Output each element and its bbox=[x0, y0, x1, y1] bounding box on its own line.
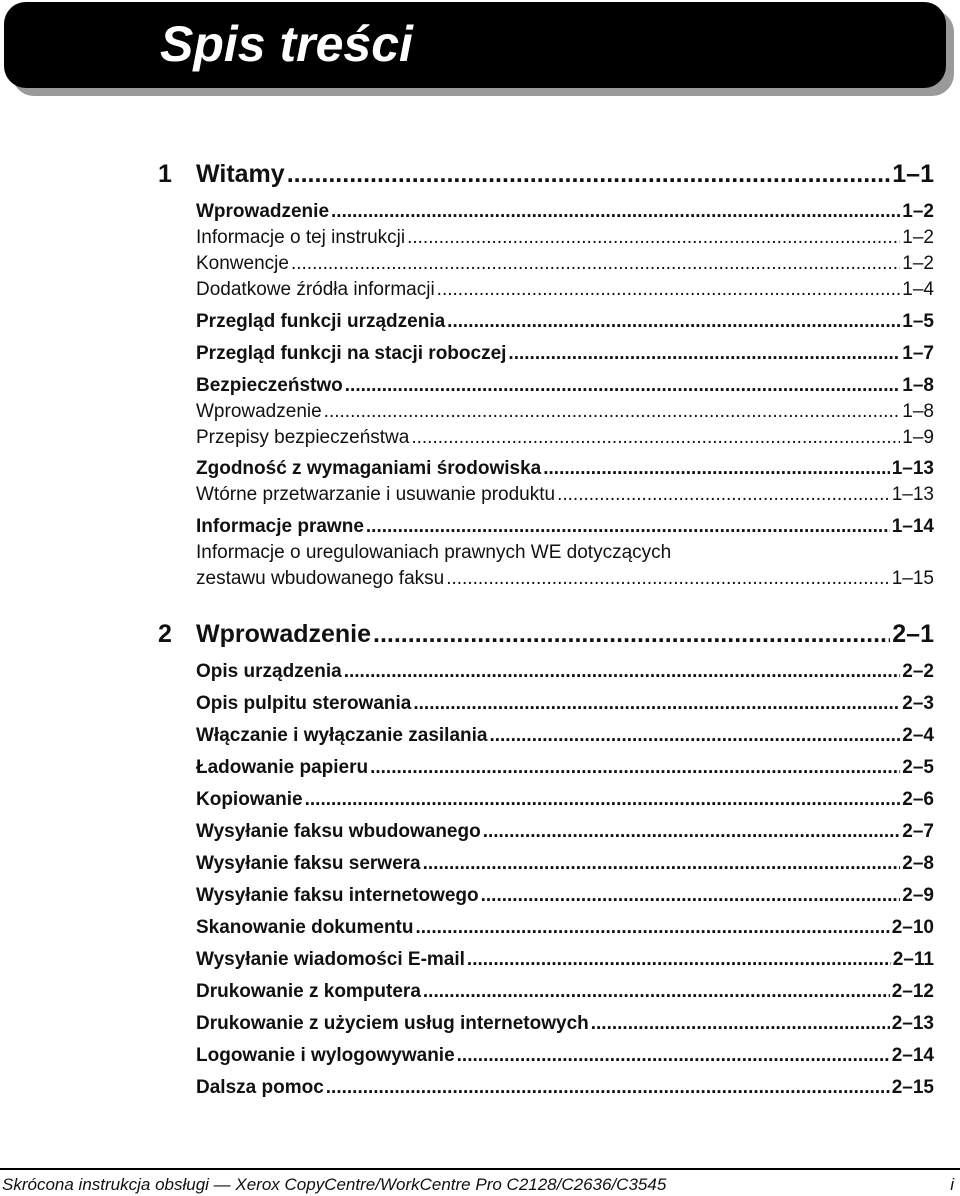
entry-title: Wprowadzenie bbox=[196, 201, 330, 222]
dot-leader bbox=[370, 757, 900, 779]
toc-entry[interactable] bbox=[196, 949, 934, 971]
toc-entry[interactable] bbox=[196, 789, 934, 811]
dot-leader bbox=[324, 401, 901, 423]
dot-leader bbox=[446, 568, 890, 590]
toc-entry[interactable] bbox=[196, 661, 934, 683]
entry-page: 2–8 bbox=[902, 853, 934, 874]
toc-entry[interactable] bbox=[196, 568, 934, 590]
dot-leader bbox=[413, 693, 900, 715]
toc-entry[interactable] bbox=[196, 693, 934, 715]
toc-entry[interactable] bbox=[196, 253, 934, 275]
dot-leader bbox=[508, 343, 900, 365]
chapter-number: 2 bbox=[158, 620, 172, 648]
dot-leader bbox=[489, 725, 900, 747]
chapter-title: Wprowadzenie bbox=[196, 620, 372, 648]
entry-page: 1–8 bbox=[902, 375, 934, 396]
dot-leader bbox=[415, 917, 889, 939]
toc-entry[interactable] bbox=[196, 279, 934, 301]
toc-entry[interactable] bbox=[196, 401, 934, 423]
entry-page: 1–2 bbox=[902, 253, 934, 274]
entry-page: 2–9 bbox=[902, 885, 934, 906]
dot-leader bbox=[483, 821, 901, 843]
chapter-page: 2–1 bbox=[892, 620, 934, 648]
entry-title: Wysyłanie faksu wbudowanego bbox=[196, 821, 481, 842]
dot-leader bbox=[423, 853, 901, 875]
entry-title: Opis urządzenia bbox=[196, 661, 342, 682]
toc-entry[interactable] bbox=[196, 375, 934, 397]
entry-page: 2–12 bbox=[891, 981, 934, 1002]
footer-page-number: i bbox=[950, 1175, 954, 1194]
dot-leader bbox=[411, 427, 900, 449]
entry-title: Informacje prawne bbox=[196, 516, 364, 537]
entry-title: Dodatkowe źródła informacji bbox=[196, 279, 435, 300]
entry-page: 1–2 bbox=[902, 201, 934, 222]
toc-entry[interactable] bbox=[196, 458, 934, 480]
entry-title: Zgodność z wymaganiami środowiska bbox=[196, 458, 542, 479]
dot-leader bbox=[287, 160, 891, 189]
entry-title: Drukowanie z komputera bbox=[196, 981, 421, 1002]
dot-leader bbox=[331, 201, 900, 223]
toc-chapter-1[interactable] bbox=[158, 160, 934, 189]
toc-entry[interactable] bbox=[196, 427, 934, 449]
entry-page: 2–15 bbox=[891, 1077, 934, 1098]
dot-leader bbox=[305, 789, 901, 811]
toc-entry[interactable] bbox=[196, 917, 934, 939]
entry-page: 1–13 bbox=[891, 458, 934, 479]
chapter-page: 1–1 bbox=[892, 160, 934, 188]
entry-page: 1–14 bbox=[891, 516, 934, 537]
entry-page: 2–13 bbox=[891, 1013, 934, 1034]
toc-entry[interactable] bbox=[196, 981, 934, 1003]
entry-page: 1–9 bbox=[902, 427, 934, 448]
entry-page: 1–4 bbox=[902, 279, 934, 300]
entry-title: Przegląd funkcji urządzenia bbox=[196, 311, 446, 332]
dot-leader bbox=[345, 375, 901, 397]
entry-title: Wysyłanie faksu serwera bbox=[196, 853, 421, 874]
toc-entry[interactable] bbox=[196, 1013, 934, 1035]
footer-divider bbox=[0, 1168, 960, 1170]
entry-title: zestawu wbudowanego faksu bbox=[196, 568, 445, 589]
toc-entry[interactable] bbox=[196, 821, 934, 843]
entry-title: Ładowanie papieru bbox=[196, 757, 369, 778]
dot-leader bbox=[437, 279, 901, 301]
toc-entry-line1[interactable]: Informacje o uregulowaniach prawnych WE dotyczących bbox=[196, 542, 672, 563]
entry-title: Wysyłanie wiadomości E-mail bbox=[196, 949, 465, 970]
entry-page: 2–6 bbox=[902, 789, 934, 810]
entry-title: Włączanie i wyłączanie zasilania bbox=[196, 725, 488, 746]
dot-leader bbox=[481, 885, 901, 907]
entry-page: 2–10 bbox=[891, 917, 934, 938]
toc-entry[interactable] bbox=[196, 1077, 934, 1099]
toc-entry[interactable] bbox=[196, 311, 934, 333]
entry-page: 1–2 bbox=[902, 227, 934, 248]
footer-text: Skrócona instrukcja obsługi — Xerox CopyCentre/WorkCentre Pro C2128/C2636/C3545 bbox=[2, 1175, 667, 1194]
toc-entry[interactable] bbox=[196, 343, 934, 365]
entry-page: 1–15 bbox=[891, 568, 934, 589]
entry-page: 2–11 bbox=[892, 949, 934, 970]
entry-title: Wprowadzenie bbox=[196, 401, 322, 422]
entry-title: Skanowanie dokumentu bbox=[196, 917, 414, 938]
toc-entry[interactable] bbox=[196, 1045, 934, 1067]
dot-leader bbox=[326, 1077, 890, 1099]
dot-leader bbox=[366, 516, 890, 538]
entry-page: 2–5 bbox=[902, 757, 934, 778]
toc-entry[interactable] bbox=[196, 516, 934, 538]
entry-title: Drukowanie z użyciem usług internetowych bbox=[196, 1013, 589, 1034]
entry-page: 1–7 bbox=[902, 343, 934, 364]
entry-title: Logowanie i wylogowywanie bbox=[196, 1045, 455, 1066]
toc-entry[interactable] bbox=[196, 484, 934, 506]
dot-leader bbox=[344, 661, 901, 683]
entry-page: 2–14 bbox=[891, 1045, 934, 1066]
entry-page: 1–5 bbox=[902, 311, 934, 332]
toc-entry[interactable] bbox=[196, 853, 934, 875]
entry-title: Bezpieczeństwo bbox=[196, 375, 343, 396]
entry-title: Opis pulpitu sterowania bbox=[196, 693, 412, 714]
dot-leader bbox=[423, 981, 890, 1003]
entry-page: 2–3 bbox=[902, 693, 934, 714]
entry-title: Informacje o tej instrukcji bbox=[196, 227, 406, 248]
dot-leader bbox=[447, 311, 900, 333]
toc-entry[interactable] bbox=[196, 885, 934, 907]
entry-page: 1–8 bbox=[902, 401, 934, 422]
toc-entry[interactable] bbox=[196, 201, 934, 223]
entry-title: Konwencje bbox=[196, 253, 289, 274]
dot-leader bbox=[291, 253, 900, 275]
entry-page: 2–2 bbox=[902, 661, 934, 682]
dot-leader bbox=[457, 1045, 890, 1067]
toc-entry[interactable] bbox=[196, 757, 934, 779]
toc-entry[interactable] bbox=[196, 725, 934, 747]
dot-leader bbox=[467, 949, 891, 971]
dot-leader bbox=[407, 227, 900, 249]
dot-leader bbox=[543, 458, 889, 480]
entry-page: 2–4 bbox=[902, 725, 934, 746]
chapter-number: 1 bbox=[158, 160, 172, 188]
entry-title: Wysyłanie faksu internetowego bbox=[196, 885, 479, 906]
toc-chapter-2[interactable] bbox=[158, 620, 934, 649]
entry-title: Kopiowanie bbox=[196, 789, 303, 810]
entry-title: Dalsza pomoc bbox=[196, 1077, 324, 1098]
entry-title: Przegląd funkcji na stacji roboczej bbox=[196, 343, 507, 364]
dot-leader bbox=[591, 1013, 890, 1035]
entry-page: 1–13 bbox=[891, 484, 934, 505]
page-title: Spis treści bbox=[160, 16, 413, 72]
chapter-title: Witamy bbox=[196, 160, 285, 188]
toc-entry[interactable] bbox=[196, 227, 934, 249]
dot-leader bbox=[373, 620, 890, 649]
entry-page: 2–7 bbox=[902, 821, 934, 842]
dot-leader bbox=[557, 484, 890, 506]
entry-title: Wtórne przetwarzanie i usuwanie produktu bbox=[196, 484, 556, 505]
entry-title: Przepisy bezpieczeństwa bbox=[196, 427, 410, 448]
